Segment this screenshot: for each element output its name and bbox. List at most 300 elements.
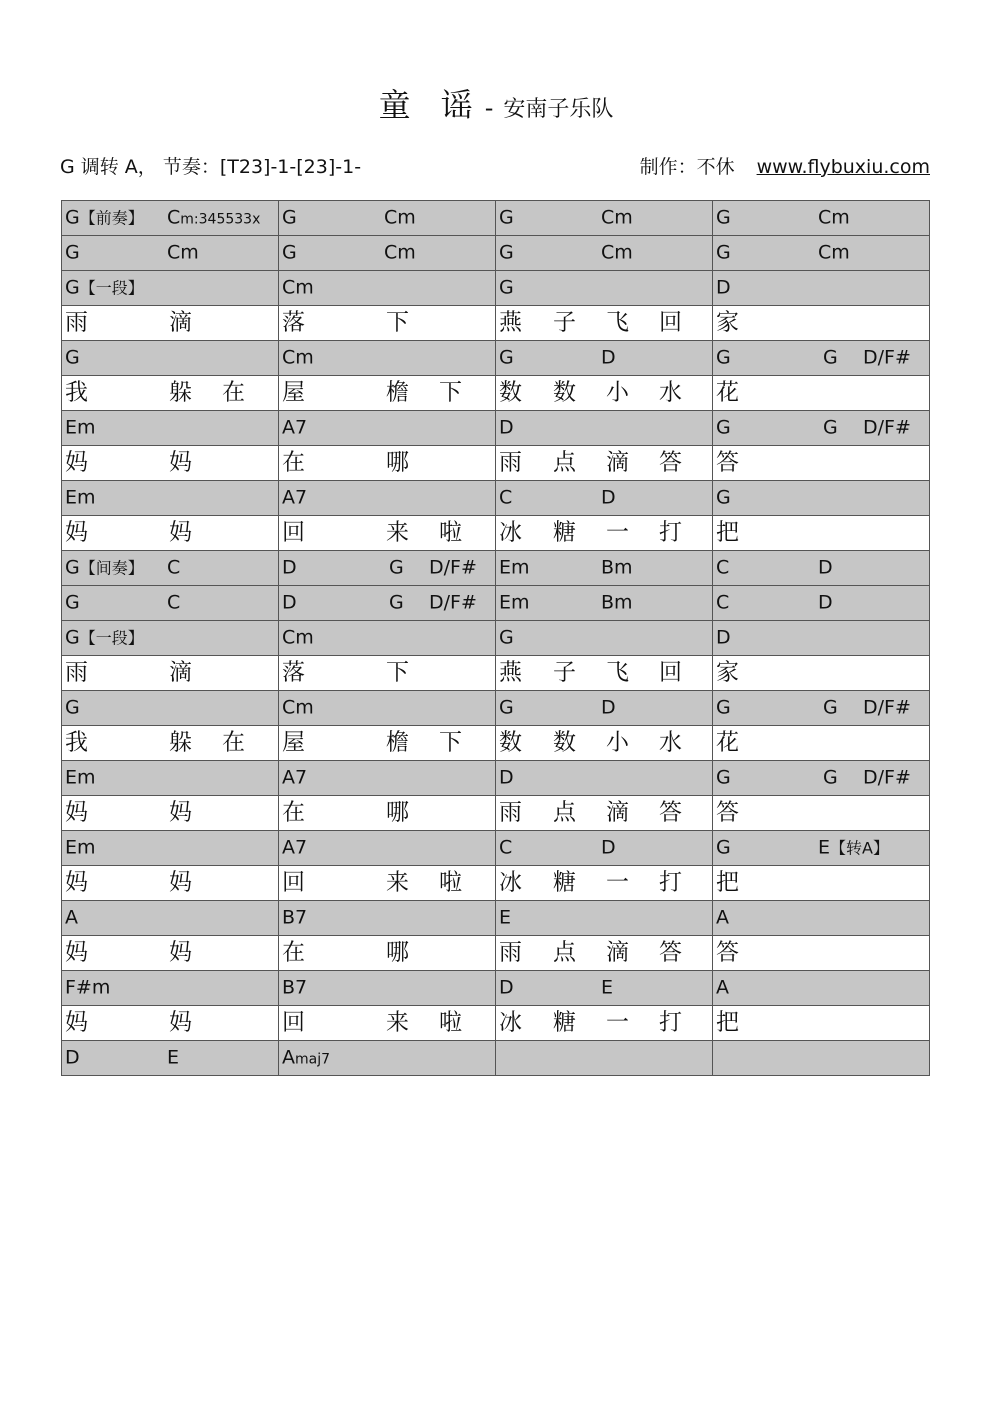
- token-text: 妈: [65, 869, 88, 896]
- chord-cell: [496, 551, 713, 586]
- token-text: A: [716, 976, 729, 999]
- lyric-character: [606, 869, 629, 896]
- token-text: C: [499, 486, 513, 509]
- lyric-character: [499, 519, 522, 546]
- chord-symbol: [282, 836, 308, 859]
- token-text: 屋: [282, 379, 305, 406]
- chord-symbol: [282, 241, 297, 264]
- lyric-cell: [496, 936, 713, 971]
- token-text: 落: [282, 309, 305, 336]
- chord-cell: [713, 201, 930, 236]
- lyric-character: [282, 729, 305, 756]
- chord-lyric-grid: [61, 200, 930, 1076]
- token-text: 一: [606, 519, 629, 546]
- lyric-character: [606, 379, 629, 406]
- lyric-cell: [62, 866, 279, 901]
- chord-cell: [279, 691, 496, 726]
- chord-symbol: [282, 696, 314, 719]
- token-text: Em: [499, 556, 530, 579]
- lyric-character: [282, 309, 305, 336]
- token-text: 屋: [282, 729, 305, 756]
- chord-symbol: [601, 976, 614, 999]
- lyric-cell: [62, 446, 279, 481]
- chord-symbol: [65, 276, 144, 299]
- lyric-character: [282, 939, 305, 966]
- token-text: 把: [716, 1009, 739, 1036]
- chord-cell: [713, 481, 930, 516]
- lyric-character: [499, 309, 522, 336]
- chord-cell: [713, 1041, 930, 1076]
- lyric-character: [606, 309, 629, 336]
- token-text: 点: [553, 799, 576, 826]
- lyric-character: [65, 869, 88, 896]
- chord-symbol: [167, 1046, 180, 1069]
- token-text: D/F#: [429, 556, 477, 579]
- lyric-character: [659, 309, 682, 336]
- chord-symbol: [499, 906, 512, 929]
- lyric-character: [386, 939, 409, 966]
- token-text: G: [65, 241, 80, 264]
- chord-symbol: [601, 486, 616, 509]
- lyric-character: [716, 869, 739, 896]
- chord-symbol: [818, 836, 889, 859]
- token-text: 雨: [65, 309, 88, 336]
- lyric-character: [439, 729, 462, 756]
- lyric-character: [716, 449, 739, 476]
- chord-symbol: [863, 766, 911, 789]
- token-text: G: [65, 591, 80, 614]
- lyric-character: [659, 939, 682, 966]
- token-text: 雨: [65, 659, 88, 686]
- token-text: Cm: [384, 206, 416, 229]
- token-text: 数: [499, 729, 522, 756]
- token-text: G: [823, 346, 838, 369]
- chord-symbol: [818, 591, 833, 614]
- token-text: C: [167, 556, 181, 579]
- chord-cell: [496, 236, 713, 271]
- token-text: 躲: [169, 729, 192, 756]
- token-text: 啦: [439, 519, 462, 546]
- chord-cell: [279, 621, 496, 656]
- chord-cell: [62, 621, 279, 656]
- chord-symbol: [282, 626, 314, 649]
- chord-symbol: [716, 696, 731, 719]
- lyric-character: [659, 869, 682, 896]
- chord-row: [62, 586, 930, 621]
- token-text: 在: [282, 449, 305, 476]
- token-text: 答: [716, 449, 739, 476]
- token-text: Em: [65, 766, 96, 789]
- chord-symbol: [716, 416, 731, 439]
- credit-label: 制作：不休: [639, 156, 735, 178]
- token-text: 妈: [169, 519, 192, 546]
- lyric-character: [499, 799, 522, 826]
- lyric-character: [553, 449, 576, 476]
- lyric-character: [659, 659, 682, 686]
- chord-symbol: [282, 346, 314, 369]
- lyric-character: [65, 1009, 88, 1036]
- token-text: Cm: [282, 626, 314, 649]
- chord-cell: [713, 621, 930, 656]
- chord-cell: [713, 341, 930, 376]
- token-text: 雨: [499, 449, 522, 476]
- chord-symbol: [823, 766, 838, 789]
- lyric-character: [439, 869, 462, 896]
- chord-row: [62, 236, 930, 271]
- section-tag: 【转A】: [830, 838, 889, 858]
- token-text: 打: [659, 869, 682, 896]
- token-text: 燕: [499, 659, 522, 686]
- chord-cell: [496, 831, 713, 866]
- chord-symbol: [716, 241, 731, 264]
- token-text: D: [282, 556, 297, 579]
- token-text: G: [716, 696, 731, 719]
- lyric-character: [606, 449, 629, 476]
- lyric-character: [282, 379, 305, 406]
- chord-row: [62, 971, 930, 1006]
- token-text: A7: [282, 766, 308, 789]
- token-text: G: [65, 346, 80, 369]
- lyric-cell: [713, 866, 930, 901]
- lyric-character: [606, 799, 629, 826]
- token-text: 妈: [65, 939, 88, 966]
- chord-symbol: [384, 206, 416, 229]
- chord-cell: [279, 271, 496, 306]
- chord-cell: [279, 1041, 496, 1076]
- token-text: 小: [606, 729, 629, 756]
- lyric-row: [62, 866, 930, 901]
- token-text: 把: [716, 869, 739, 896]
- artist-name: 安南子乐队: [503, 97, 614, 122]
- lyric-cell: [279, 1006, 496, 1041]
- chord-cell: [62, 481, 279, 516]
- token-text: 飞: [606, 309, 629, 336]
- chord-symbol: [65, 416, 96, 439]
- chord-symbol: [65, 241, 80, 264]
- chord-cell: [496, 411, 713, 446]
- chord-symbol: [716, 486, 731, 509]
- token-text: 回: [282, 519, 305, 546]
- chord-symbol: [716, 556, 730, 579]
- chord-symbol: [167, 206, 261, 229]
- token-text: 家: [716, 309, 739, 336]
- token-text: 答: [659, 449, 682, 476]
- token-text: 冰: [499, 519, 522, 546]
- token-text: G: [282, 206, 297, 229]
- chord-cell: [62, 1041, 279, 1076]
- token-text: 来: [386, 1009, 409, 1036]
- token-text: Em: [65, 416, 96, 439]
- lyric-cell: [279, 306, 496, 341]
- token-text: Cm: [282, 696, 314, 719]
- token-text: 哪: [386, 799, 409, 826]
- chord-symbol: [601, 556, 633, 579]
- lyric-character: [716, 939, 739, 966]
- lyric-character: [606, 659, 629, 686]
- chord-symbol: [282, 416, 308, 439]
- lyric-cell: [713, 1006, 930, 1041]
- lyric-cell: [496, 866, 713, 901]
- lyric-character: [553, 939, 576, 966]
- chord-cell: [713, 971, 930, 1006]
- chord-symbol: [282, 556, 297, 579]
- token-text: 滴: [606, 939, 629, 966]
- token-text: 水: [659, 379, 682, 406]
- chord-suffix: maj7: [295, 1051, 331, 1068]
- lyric-cell: [62, 1006, 279, 1041]
- token-text: A: [716, 906, 729, 929]
- lyric-row: [62, 936, 930, 971]
- chord-cell: [279, 586, 496, 621]
- lyric-row: [62, 516, 930, 551]
- lyric-cell: [62, 936, 279, 971]
- token-text: C: [716, 591, 730, 614]
- chord-symbol: [65, 486, 96, 509]
- token-text: 打: [659, 519, 682, 546]
- lyric-character: [282, 799, 305, 826]
- lyric-character: [606, 729, 629, 756]
- lyric-character: [386, 1009, 409, 1036]
- token-text: G: [65, 556, 80, 579]
- chord-symbol: [429, 556, 477, 579]
- chord-symbol: [65, 591, 80, 614]
- token-text: 回: [659, 659, 682, 686]
- chord-cell: [496, 586, 713, 621]
- token-text: B7: [282, 976, 308, 999]
- lyric-cell: [496, 376, 713, 411]
- token-text: 滴: [606, 449, 629, 476]
- lyric-character: [65, 799, 88, 826]
- lyric-character: [169, 379, 192, 406]
- lyric-cell: [713, 446, 930, 481]
- chord-symbol: [823, 696, 838, 719]
- token-text: G: [716, 241, 731, 264]
- lyric-character: [716, 379, 739, 406]
- token-text: D: [716, 626, 731, 649]
- chord-row: [62, 621, 930, 656]
- token-text: G: [716, 766, 731, 789]
- token-text: G: [716, 836, 731, 859]
- token-text: 妈: [65, 1009, 88, 1036]
- chord-symbol: [499, 416, 514, 439]
- section-tag: 【一段】: [79, 278, 144, 298]
- token-text: 回: [659, 309, 682, 336]
- lyric-character: [65, 729, 88, 756]
- lyric-cell: [279, 936, 496, 971]
- token-text: 妈: [65, 799, 88, 826]
- token-text: Cm: [818, 206, 850, 229]
- lyric-character: [553, 1009, 576, 1036]
- lyric-row: [62, 656, 930, 691]
- chord-cell: [496, 761, 713, 796]
- chord-symbol: [716, 906, 729, 929]
- token-text: D: [499, 416, 514, 439]
- lyric-character: [386, 869, 409, 896]
- website-link[interactable]: www.flybuxiu.com: [756, 156, 930, 178]
- chord-symbol: [499, 206, 514, 229]
- lyric-character: [282, 1009, 305, 1036]
- lyric-character: [499, 729, 522, 756]
- lyric-cell: [496, 1006, 713, 1041]
- lyric-cell: [496, 516, 713, 551]
- song-title: 童 谣: [378, 86, 483, 124]
- chord-cell: [279, 411, 496, 446]
- token-text: 在: [222, 379, 245, 406]
- chord-symbol: [65, 556, 144, 579]
- token-text: 回: [282, 869, 305, 896]
- chord-cell: [279, 761, 496, 796]
- token-text: 下: [439, 729, 462, 756]
- token-text: 数: [499, 379, 522, 406]
- chord-cell: [62, 236, 279, 271]
- chord-symbol: [389, 591, 404, 614]
- chord-symbol: [282, 976, 308, 999]
- chord-cell: [496, 341, 713, 376]
- chord-cell: [62, 411, 279, 446]
- lyric-character: [65, 309, 88, 336]
- chord-suffix: m:345533x: [180, 211, 261, 228]
- token-text: 答: [659, 799, 682, 826]
- chord-symbol: [65, 626, 144, 649]
- lyric-character: [499, 869, 522, 896]
- chord-symbol: [601, 591, 633, 614]
- lyric-character: [282, 659, 305, 686]
- token-text: G: [716, 416, 731, 439]
- chord-cell: [62, 201, 279, 236]
- token-text: G: [65, 696, 80, 719]
- token-text: 滴: [169, 309, 192, 336]
- chord-row: [62, 551, 930, 586]
- lyric-character: [499, 379, 522, 406]
- chord-symbol: [282, 766, 308, 789]
- chord-cell: [279, 901, 496, 936]
- token-text: A7: [282, 486, 308, 509]
- chord-symbol: [716, 206, 731, 229]
- token-text: G: [499, 206, 514, 229]
- chord-symbol: [65, 206, 144, 229]
- chord-cell: [62, 691, 279, 726]
- token-text: 滴: [169, 659, 192, 686]
- chord-symbol: [282, 206, 297, 229]
- token-text: 答: [716, 799, 739, 826]
- lyric-character: [499, 1009, 522, 1036]
- chord-symbol: [499, 836, 513, 859]
- chord-cell: [496, 201, 713, 236]
- token-text: 糖: [553, 1009, 576, 1036]
- lyric-row: [62, 796, 930, 831]
- lyric-row: [62, 306, 930, 341]
- token-text: E: [818, 836, 831, 859]
- token-text: 答: [716, 939, 739, 966]
- token-text: D: [601, 836, 616, 859]
- token-text: 家: [716, 659, 739, 686]
- chord-row: [62, 271, 930, 306]
- token-text: Bm: [601, 591, 633, 614]
- chord-symbol: [716, 346, 731, 369]
- chord-symbol: [282, 906, 308, 929]
- token-text: 哪: [386, 449, 409, 476]
- lyric-character: [553, 519, 576, 546]
- lyric-character: [439, 1009, 462, 1036]
- lyric-character: [386, 729, 409, 756]
- lyric-character: [553, 729, 576, 756]
- chord-symbol: [65, 696, 80, 719]
- token-text: 下: [439, 379, 462, 406]
- lyric-cell: [279, 726, 496, 761]
- token-text: G: [499, 346, 514, 369]
- lyric-cell: [496, 446, 713, 481]
- token-text: Cm: [384, 241, 416, 264]
- chord-cell: [279, 201, 496, 236]
- token-text: Em: [499, 591, 530, 614]
- token-text: A7: [282, 416, 308, 439]
- token-text: 冰: [499, 869, 522, 896]
- lyric-character: [386, 449, 409, 476]
- lyric-cell: [62, 516, 279, 551]
- song-title-bar: [0, 80, 992, 126]
- token-text: 雨: [499, 799, 522, 826]
- lyric-character: [282, 449, 305, 476]
- chord-lyric-grid-body: [62, 201, 930, 1076]
- chord-row: [62, 831, 930, 866]
- lyric-character: [659, 799, 682, 826]
- token-text: G: [65, 626, 80, 649]
- token-text: 躲: [169, 379, 192, 406]
- token-text: D/F#: [863, 416, 911, 439]
- token-text: 妈: [169, 799, 192, 826]
- lyric-cell: [496, 726, 713, 761]
- lyric-character: [65, 659, 88, 686]
- token-text: 妈: [169, 449, 192, 476]
- lyric-character: [169, 519, 192, 546]
- chord-cell: [713, 271, 930, 306]
- token-text: C: [167, 591, 181, 614]
- lyric-character: [606, 519, 629, 546]
- chord-symbol: [499, 556, 530, 579]
- chord-symbol: [716, 976, 729, 999]
- token-text: 花: [716, 379, 739, 406]
- chord-symbol: [601, 696, 616, 719]
- token-text: 飞: [606, 659, 629, 686]
- lyric-character: [553, 379, 576, 406]
- chord-symbol: [499, 486, 513, 509]
- lyric-character: [553, 659, 576, 686]
- lyric-character: [282, 869, 305, 896]
- lyric-character: [606, 939, 629, 966]
- token-text: D/F#: [429, 591, 477, 614]
- token-text: D/F#: [863, 346, 911, 369]
- chord-symbol: [499, 241, 514, 264]
- token-text: 哪: [386, 939, 409, 966]
- chord-symbol: [601, 206, 633, 229]
- chord-cell: [279, 341, 496, 376]
- token-text: D/F#: [863, 766, 911, 789]
- token-text: 花: [716, 729, 739, 756]
- chord-cell: [62, 586, 279, 621]
- token-text: D/F#: [863, 696, 911, 719]
- chord-symbol: [716, 626, 731, 649]
- token-text: Cm: [282, 346, 314, 369]
- token-text: 妈: [169, 939, 192, 966]
- chord-symbol: [282, 1046, 331, 1069]
- chord-symbol: [499, 766, 514, 789]
- token-text: 下: [386, 659, 409, 686]
- chord-symbol: [65, 976, 111, 999]
- token-text: G: [389, 556, 404, 579]
- token-text: 一: [606, 1009, 629, 1036]
- token-text: E: [499, 906, 512, 929]
- token-text: 在: [282, 799, 305, 826]
